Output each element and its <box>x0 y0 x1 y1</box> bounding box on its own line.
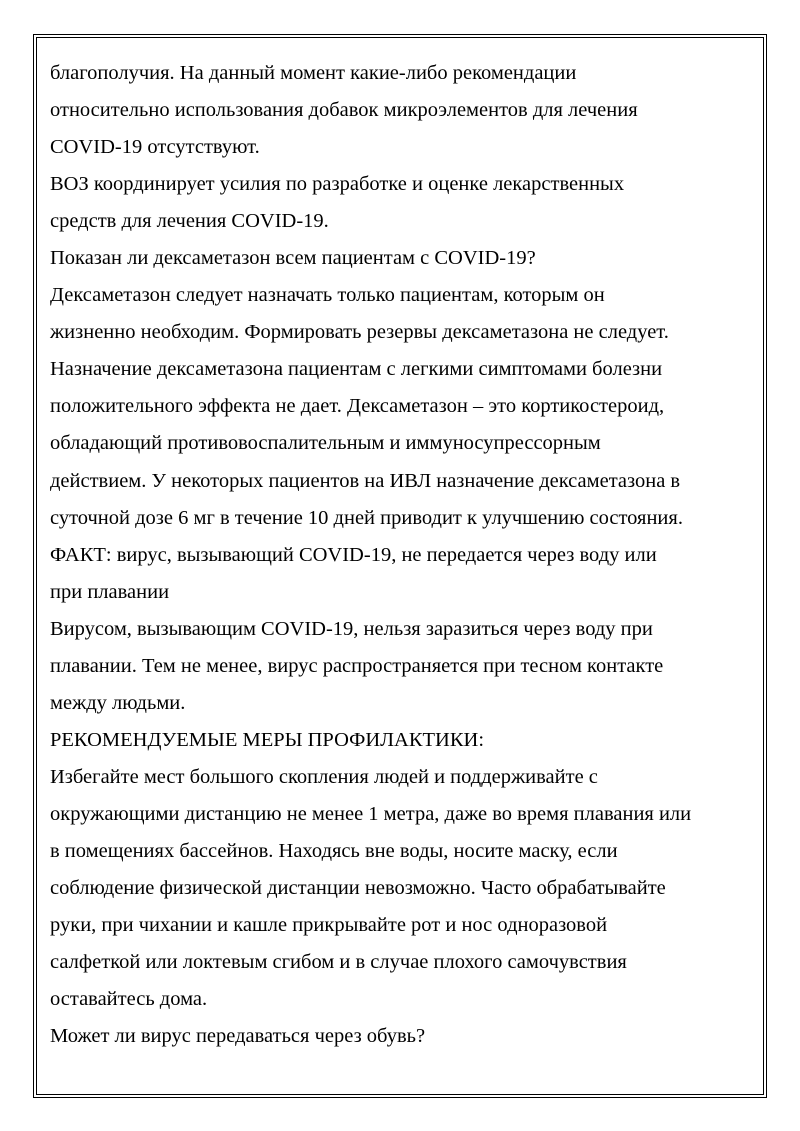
text-line: ВОЗ координирует усилия по разработке и оценке лекарственных <box>50 173 625 196</box>
text-line: суточной дозе 6 мг в течение 10 дней приводит к улучшению состояния. <box>50 506 683 529</box>
text-line: салфеткой или локтевым сгибом и в случае плохого самочувствия <box>50 951 627 974</box>
question-heading: Показан ли дексаметазон всем пациентам с COVID-19? <box>50 247 536 270</box>
fact-heading: при плавании <box>50 580 170 603</box>
text-line: между людьми. <box>50 691 186 714</box>
text-line: Вирусом, вызывающим COVID-19, нельзя заразиться через воду при <box>50 617 653 640</box>
text-line: плавании. Тем не менее, вирус распространяется при тесном контакте <box>50 654 664 677</box>
document-body <box>50 55 750 1055</box>
text-line: жизненно необходим. Формировать резервы дексаметазона не следует. <box>50 321 669 344</box>
text-line: соблюдение физической дистанции невозможно. Часто обрабатывайте <box>50 877 666 900</box>
text-line: действием. У некоторых пациентов на ИВЛ назначение дексаметазона в <box>50 469 681 492</box>
section-heading: РЕКОМЕНДУЕМЫЕ МЕРЫ ПРОФИЛАКТИКИ: <box>50 728 485 751</box>
text-line: COVID-19 отсутствуют. <box>50 136 260 159</box>
text-line: относительно использования добавок микроэлементов для лечения <box>50 99 638 122</box>
text-line: Назначение дексаметазона пациентам с легкими симптомами болезни <box>50 358 663 381</box>
page-border <box>33 34 767 1098</box>
text-line: Дексаметазон следует назначать только пациентам, которым он <box>50 284 605 307</box>
text-line: руки, при чихании и кашле прикрывайте рот и нос одноразовой <box>50 914 608 937</box>
text-line: Избегайте мест большого скопления людей и поддерживайте с <box>50 765 598 788</box>
text-line: в помещениях бассейнов. Находясь вне воды, носите маску, если <box>50 839 618 862</box>
text-line: окружающими дистанцию не менее 1 метра, даже во время плавания или <box>50 802 692 825</box>
page-content <box>37 38 763 1094</box>
text-line: положительного эффекта не дает. Дексаметазон – это кортикостероид, <box>50 395 665 418</box>
question-heading: Может ли вирус передаваться через обувь? <box>50 1025 426 1048</box>
text-line: оставайтесь дома. <box>50 988 208 1011</box>
text-line: средств для лечения COVID-19. <box>50 210 329 233</box>
fact-heading: ФАКТ: вирус, вызывающий COVID-19, не передается через воду или <box>50 543 657 566</box>
text-line: благополучия. На данный момент какие-либо рекомендации <box>50 62 577 84</box>
text-line: обладающий противовоспалительным и иммуносупрессорным <box>50 432 601 455</box>
